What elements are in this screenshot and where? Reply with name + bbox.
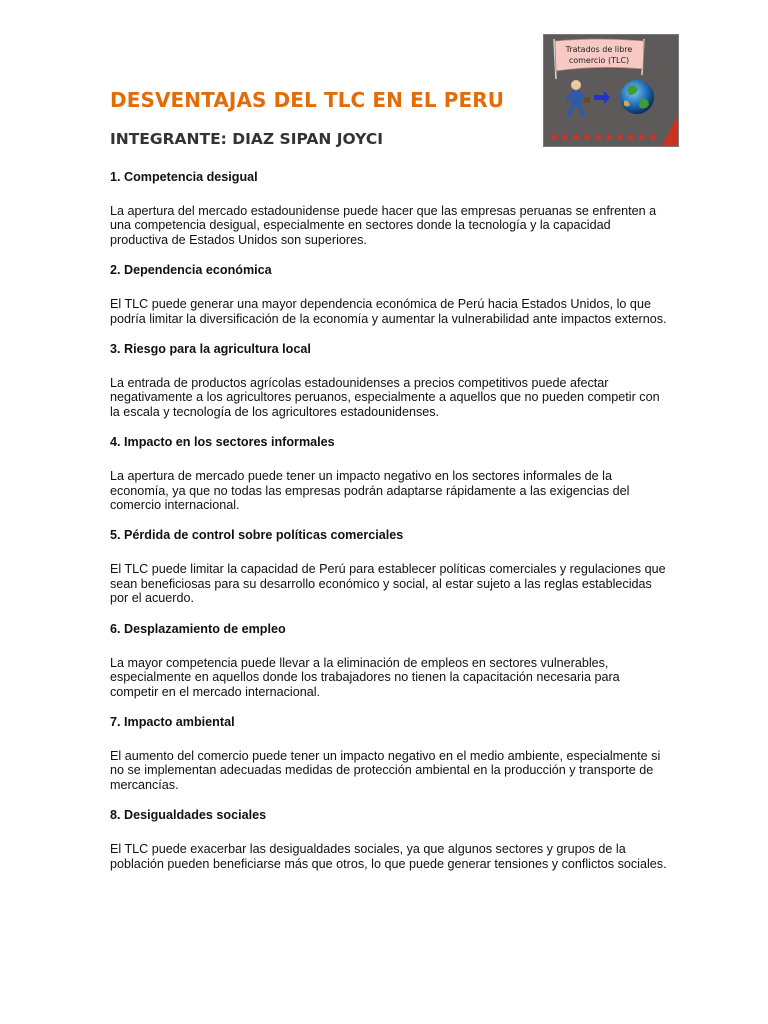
tlc-illustration <box>543 34 679 147</box>
section-heading: 4. Impacto en los sectores informales <box>110 435 335 450</box>
banner-line-1: Tratados de libre <box>565 45 633 54</box>
section-body: La apertura del mercado estadounidense puede hacer que las empresas peruanas se enfrenten a una competencia desigual, especialmente en sectores donde la tecnología y la capacidad productiva de Estados Unidos son superiores. <box>110 204 657 247</box>
section-body: El TLC puede exacerbar las desigualdades sociales, ya que algunos sectores y grupos de la población pueden beneficiarse más que otros, lo que puede generar tensiones y conflictos sociales. <box>110 842 667 871</box>
corner-triangle <box>662 115 678 146</box>
section-body: El TLC puede generar una mayor dependencia económica de Perú hacia Estados Unidos, lo que podría limitar la diversificación de la economía y aumentar la vulnerabilidad ante impactos externos. <box>110 297 667 326</box>
section-3 <box>110 342 670 419</box>
section-heading: 3. Riesgo para la agricultura local <box>110 342 311 357</box>
section-2 <box>110 263 670 326</box>
document-content <box>110 170 670 887</box>
section-body: La entrada de productos agrícolas estadounidenses a precios competitivos puede afectar negativamente a los agricultores peruanos, especialmente a aquellos que no pueden competir con la escala y tecnología de los agricultores estadounidenses. <box>110 376 660 419</box>
section-heading: 6. Desplazamiento de empleo <box>110 621 286 636</box>
section-body: El aumento del comercio puede tener un impacto negativo en el medio ambiente, especialmente si no se implementan adecuadas medidas de protección ambiental en la producción y transporte de mercancías. <box>110 748 661 792</box>
section-body: La apertura de mercado puede tener un impacto negativo en los sectores informales de la economía, ya que no todas las empresas podrán adaptarse rápidamente a las exigencias del comercio internacional. <box>110 469 630 513</box>
document-title: DESVENTAJAS DEL TLC EN EL PERU <box>110 88 505 112</box>
section-5 <box>110 528 670 605</box>
section-4 <box>110 435 670 512</box>
walking-man-icon <box>566 80 590 117</box>
decorative-dots <box>551 134 656 140</box>
section-6 <box>110 622 670 699</box>
section-body: El TLC puede limitar la capacidad de Perú para establecer políticas comerciales y regulaciones que sean beneficiosas para su desarrollo económico y social, al estar sujeto a las reglas establecidas por el acuerdo. <box>110 562 666 606</box>
globe-icon <box>620 80 654 114</box>
document-subtitle: INTEGRANTE: DIAZ SIPAN JOYCI <box>110 130 383 148</box>
section-heading: 1. Competencia desigual <box>110 170 258 184</box>
section-heading: 8. Desigualdades sociales <box>110 808 267 823</box>
section-body: La mayor competencia puede llevar a la eliminación de empleos en sectores vulnerables, especialmente en aquellos donde los trabajadores no tienen la capacitación necesaria para competir en el mercado internacional. <box>110 655 620 699</box>
section-heading: 7. Impacto ambiental <box>110 714 235 729</box>
section-heading: 2. Dependencia económica <box>110 263 272 278</box>
banner-line-2: comercio (TLC) <box>568 56 630 65</box>
section-heading: 5. Pérdida de control sobre políticas comerciales <box>110 528 404 543</box>
section-1 <box>110 170 670 247</box>
section-7 <box>110 715 670 792</box>
arrow-right-icon <box>594 91 610 104</box>
section-8 <box>110 808 670 871</box>
